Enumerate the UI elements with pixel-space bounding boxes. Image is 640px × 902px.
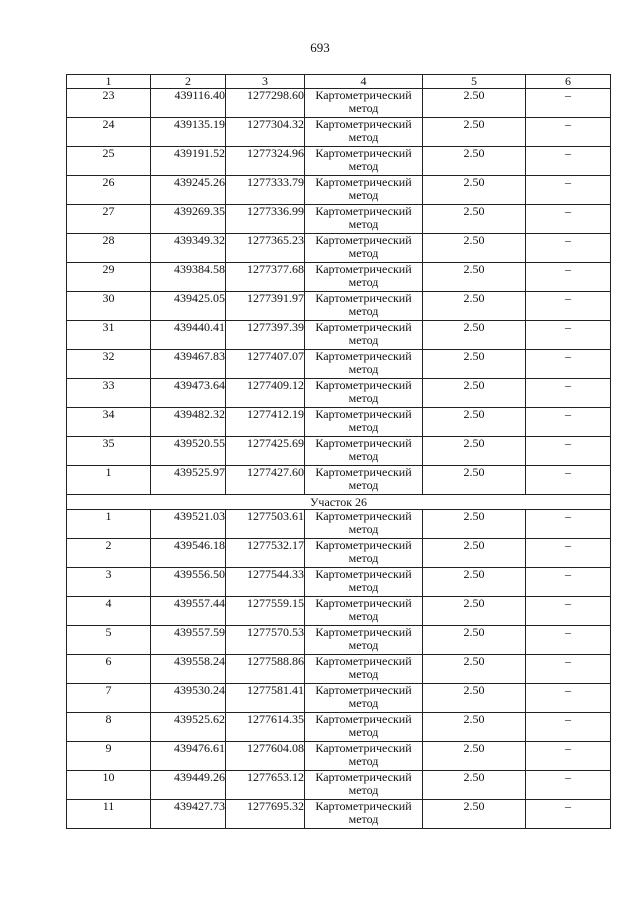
method-line-1: Картометрический [315,567,412,581]
coord-y: 1277544.33 [226,568,305,597]
method-line-2: метод [348,696,379,710]
method-line-1: Картометрический [315,436,412,450]
coord-x: 439525.62 [151,713,226,742]
coord-x: 439427.73 [151,800,226,829]
coord-x: 439135.19 [151,118,226,147]
method-cell [305,147,423,176]
table-row [67,379,611,408]
coord-y: 1277559.15 [226,597,305,626]
table-row [67,655,611,684]
method-line-2: метод [348,551,379,565]
coord-x: 439425.05 [151,292,226,321]
table-row [67,118,611,147]
note-value: – [526,510,611,539]
table-row [67,800,611,829]
precision-value: 2.50 [423,263,526,292]
point-number: 33 [67,379,151,408]
precision-value: 2.50 [423,713,526,742]
method-line-2: метод [348,725,379,739]
coord-y: 1277336.99 [226,205,305,234]
note-value: – [526,771,611,800]
coord-x: 439449.26 [151,771,226,800]
table-row [67,684,611,713]
method-line-1: Картометрический [315,117,412,131]
coord-y: 1277412.19 [226,408,305,437]
table-row [67,437,611,466]
method-line-1: Картометрический [315,204,412,218]
note-value: – [526,89,611,118]
coord-x: 439116.40 [151,89,226,118]
precision-value: 2.50 [423,321,526,350]
method-line-2: метод [348,217,379,231]
method-cell [305,118,423,147]
method-line-2: метод [348,580,379,594]
method-cell [305,321,423,350]
coord-y: 1277407.07 [226,350,305,379]
coord-x: 439558.24 [151,655,226,684]
precision-value: 2.50 [423,771,526,800]
method-line-1: Картометрический [315,320,412,334]
point-number: 1 [67,510,151,539]
method-line-1: Картометрический [315,262,412,276]
precision-value: 2.50 [423,234,526,263]
note-value: – [526,292,611,321]
table-row [67,510,611,539]
table-row [67,597,611,626]
point-number: 35 [67,437,151,466]
table-body [67,89,611,829]
method-line-2: метод [348,391,379,405]
point-number: 32 [67,350,151,379]
method-line-2: метод [348,609,379,623]
coord-y: 1277614.35 [226,713,305,742]
table-row [67,742,611,771]
column-header: 4 [305,75,423,89]
coord-x: 439520.55 [151,437,226,466]
precision-value: 2.50 [423,684,526,713]
coord-x: 439530.24 [151,684,226,713]
note-value: – [526,742,611,771]
method-line-2: метод [348,754,379,768]
method-line-1: Картометрический [315,509,412,523]
point-number: 34 [67,408,151,437]
coord-y: 1277425.69 [226,437,305,466]
point-number: 4 [67,597,151,626]
method-line-2: метод [348,812,379,826]
point-number: 29 [67,263,151,292]
point-number: 3 [67,568,151,597]
section-title-row [67,495,611,510]
coord-x: 439546.18 [151,539,226,568]
table-row [67,771,611,800]
method-line-2: метод [348,275,379,289]
point-number: 5 [67,626,151,655]
table-row [67,568,611,597]
method-line-1: Картометрический [315,799,412,813]
table-row [67,408,611,437]
point-number: 28 [67,234,151,263]
method-cell [305,379,423,408]
table-row [67,176,611,205]
method-line-1: Картометрический [315,683,412,697]
coord-x: 439525.97 [151,466,226,495]
method-cell [305,742,423,771]
table-row [67,466,611,495]
method-cell [305,205,423,234]
coordinates-table [66,74,611,829]
point-number: 24 [67,118,151,147]
table-row [67,147,611,176]
point-number: 30 [67,292,151,321]
method-line-1: Картометрический [315,465,412,479]
table-row [67,205,611,234]
method-line-1: Картометрический [315,407,412,421]
coord-x: 439191.52 [151,147,226,176]
method-line-1: Картометрический [315,770,412,784]
note-value: – [526,408,611,437]
method-cell [305,684,423,713]
precision-value: 2.50 [423,597,526,626]
table-row [67,626,611,655]
table-row [67,713,611,742]
note-value: – [526,437,611,466]
table-row [67,321,611,350]
coord-x: 439482.32 [151,408,226,437]
precision-value: 2.50 [423,466,526,495]
method-line-1: Картометрический [315,349,412,363]
note-value: – [526,147,611,176]
point-number: 8 [67,713,151,742]
column-header: 2 [151,75,226,89]
coord-y: 1277409.12 [226,379,305,408]
method-line-2: метод [348,246,379,260]
column-header: 6 [526,75,611,89]
column-header: 5 [423,75,526,89]
column-header: 3 [226,75,305,89]
coord-x: 439557.59 [151,626,226,655]
method-line-2: метод [348,101,379,115]
point-number: 1 [67,466,151,495]
method-cell [305,771,423,800]
precision-value: 2.50 [423,800,526,829]
table-row [67,263,611,292]
table-row [67,350,611,379]
precision-value: 2.50 [423,89,526,118]
method-line-1: Картометрический [315,741,412,755]
method-cell [305,263,423,292]
method-line-2: метод [348,638,379,652]
method-line-1: Картометрический [315,654,412,668]
method-line-2: метод [348,362,379,376]
method-cell [305,539,423,568]
precision-value: 2.50 [423,379,526,408]
coord-x: 439557.44 [151,597,226,626]
method-cell [305,466,423,495]
note-value: – [526,321,611,350]
column-header: 1 [67,75,151,89]
method-line-2: метод [348,522,379,536]
coord-x: 439521.03 [151,510,226,539]
precision-value: 2.50 [423,292,526,321]
method-line-1: Картометрический [315,88,412,102]
method-cell [305,597,423,626]
coord-y: 1277304.32 [226,118,305,147]
method-line-2: метод [348,130,379,144]
note-value: – [526,234,611,263]
coord-y: 1277695.32 [226,800,305,829]
coord-y: 1277365.23 [226,234,305,263]
table-header-row [67,75,611,89]
coord-y: 1277604.08 [226,742,305,771]
point-number: 2 [67,539,151,568]
method-line-2: метод [348,478,379,492]
page-number: 693 [310,40,330,55]
coord-y: 1277588.86 [226,655,305,684]
note-value: – [526,713,611,742]
precision-value: 2.50 [423,626,526,655]
precision-value: 2.50 [423,539,526,568]
coord-y: 1277503.61 [226,510,305,539]
method-line-2: метод [348,304,379,318]
method-line-2: метод [348,188,379,202]
coord-y: 1277653.12 [226,771,305,800]
coord-y: 1277427.60 [226,466,305,495]
method-line-1: Картометрический [315,712,412,726]
table-row [67,234,611,263]
method-line-1: Картометрический [315,596,412,610]
coord-y: 1277570.53 [226,626,305,655]
note-value: – [526,466,611,495]
coord-x: 439384.58 [151,263,226,292]
precision-value: 2.50 [423,510,526,539]
coord-x: 439473.64 [151,379,226,408]
method-line-1: Картометрический [315,625,412,639]
method-cell [305,234,423,263]
coord-y: 1277333.79 [226,176,305,205]
method-cell [305,800,423,829]
point-number: 23 [67,89,151,118]
note-value: – [526,176,611,205]
method-line-1: Картометрический [315,538,412,552]
method-cell [305,510,423,539]
section-title: Участок 26 [67,495,611,510]
note-value: – [526,626,611,655]
table-row [67,89,611,118]
precision-value: 2.50 [423,176,526,205]
method-line-1: Картометрический [315,291,412,305]
coord-x: 439440.41 [151,321,226,350]
precision-value: 2.50 [423,205,526,234]
precision-value: 2.50 [423,147,526,176]
method-line-1: Картометрический [315,146,412,160]
method-line-2: метод [348,667,379,681]
method-cell [305,713,423,742]
method-cell [305,408,423,437]
method-cell [305,655,423,684]
coord-y: 1277397.39 [226,321,305,350]
note-value: – [526,205,611,234]
table-row [67,539,611,568]
point-number: 10 [67,771,151,800]
coord-x: 439556.50 [151,568,226,597]
precision-value: 2.50 [423,118,526,147]
note-value: – [526,684,611,713]
precision-value: 2.50 [423,437,526,466]
point-number: 26 [67,176,151,205]
method-line-2: метод [348,449,379,463]
note-value: – [526,118,611,147]
coord-y: 1277377.68 [226,263,305,292]
coord-y: 1277532.17 [226,539,305,568]
method-line-2: метод [348,159,379,173]
note-value: – [526,568,611,597]
method-line-1: Картометрический [315,378,412,392]
coord-x: 439349.32 [151,234,226,263]
coord-x: 439269.35 [151,205,226,234]
method-cell [305,437,423,466]
method-line-2: метод [348,333,379,347]
precision-value: 2.50 [423,408,526,437]
point-number: 7 [67,684,151,713]
coord-x: 439467.83 [151,350,226,379]
point-number: 25 [67,147,151,176]
coord-x: 439476.61 [151,742,226,771]
coord-y: 1277298.60 [226,89,305,118]
method-line-1: Картометрический [315,233,412,247]
method-cell [305,292,423,321]
note-value: – [526,263,611,292]
method-line-1: Картометрический [315,175,412,189]
note-value: – [526,379,611,408]
precision-value: 2.50 [423,742,526,771]
method-cell [305,626,423,655]
note-value: – [526,800,611,829]
point-number: 9 [67,742,151,771]
method-cell [305,350,423,379]
coord-x: 439245.26 [151,176,226,205]
method-line-2: метод [348,783,379,797]
coord-y: 1277391.97 [226,292,305,321]
note-value: – [526,350,611,379]
precision-value: 2.50 [423,655,526,684]
point-number: 27 [67,205,151,234]
precision-value: 2.50 [423,568,526,597]
coord-y: 1277324.96 [226,147,305,176]
precision-value: 2.50 [423,350,526,379]
table-row [67,292,611,321]
point-number: 31 [67,321,151,350]
method-line-2: метод [348,420,379,434]
note-value: – [526,655,611,684]
note-value: – [526,539,611,568]
method-cell [305,568,423,597]
method-cell [305,89,423,118]
note-value: – [526,597,611,626]
point-number: 6 [67,655,151,684]
coord-y: 1277581.41 [226,684,305,713]
point-number: 11 [67,800,151,829]
method-cell [305,176,423,205]
